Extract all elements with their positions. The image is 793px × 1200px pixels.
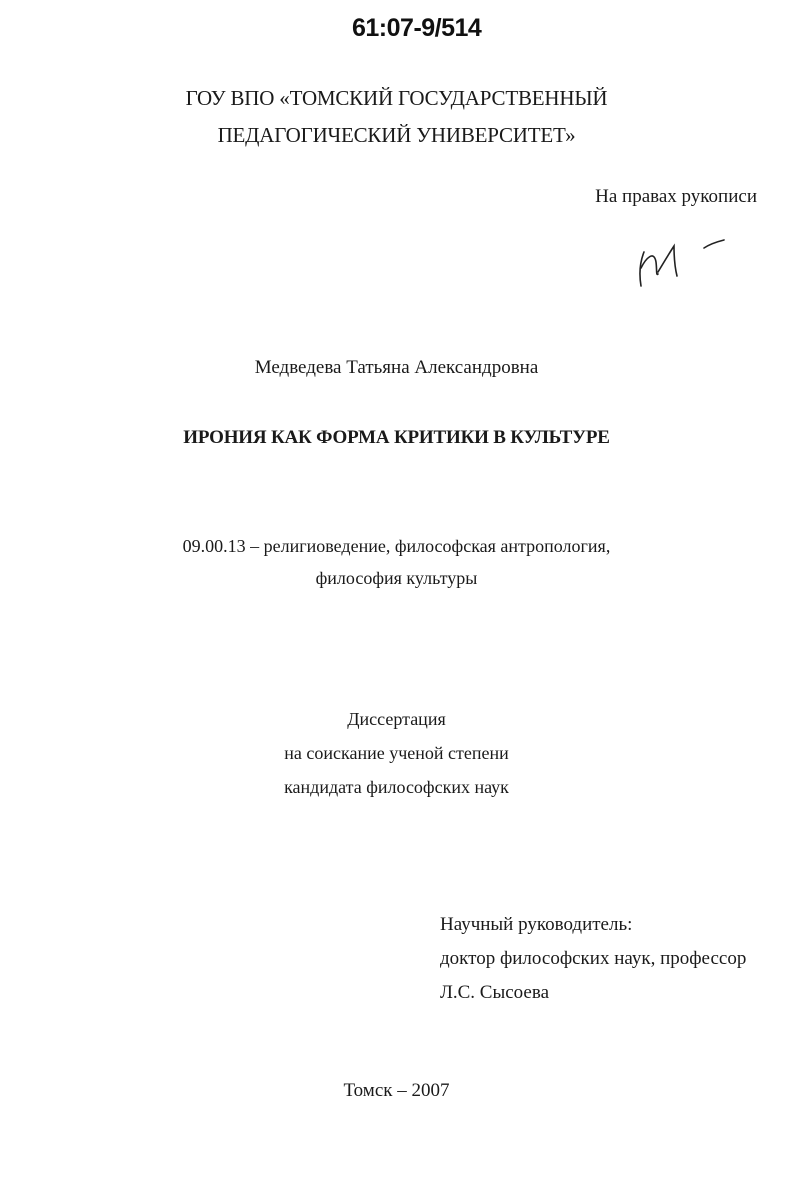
organization-line-2: ПЕДАГОГИЧЕСКИЙ УНИВЕРСИТЕТ» xyxy=(217,123,576,147)
organization-line-1: ГОУ ВПО «ТОМСКИЙ ГОСУДАРСТВЕННЫЙ xyxy=(185,86,608,110)
archive-stamp: 61:07-9/514 xyxy=(352,14,482,42)
supervisor-rank: доктор философских наук, профессор xyxy=(440,948,747,969)
degree-block xyxy=(0,702,793,804)
supervisor-label: Научный руководитель: xyxy=(440,914,633,935)
handwritten-signature xyxy=(630,232,730,292)
supervisor-block xyxy=(440,908,746,1010)
dissertation-title: ИРОНИЯ КАК ФОРМА КРИТИКИ В КУЛЬТУРЕ xyxy=(183,427,610,448)
rights-note: На правах рукописи xyxy=(595,186,757,207)
author-name: Медведева Татьяна Александровна xyxy=(254,357,539,378)
specialty-line-1: 09.00.13 – религиоведение, философская антропология, xyxy=(182,536,611,556)
specialty-block xyxy=(0,530,793,594)
supervisor-name: Л.С. Сысоева xyxy=(440,982,549,1003)
organization-header xyxy=(0,80,793,154)
degree-line-2: на соискание ученой степени xyxy=(284,743,509,763)
degree-line-1: Диссертация xyxy=(347,709,446,729)
specialty-line-2: философия культуры xyxy=(315,568,478,588)
city-year: Томск – 2007 xyxy=(343,1080,450,1101)
degree-line-3: кандидата философских наук xyxy=(284,777,509,797)
